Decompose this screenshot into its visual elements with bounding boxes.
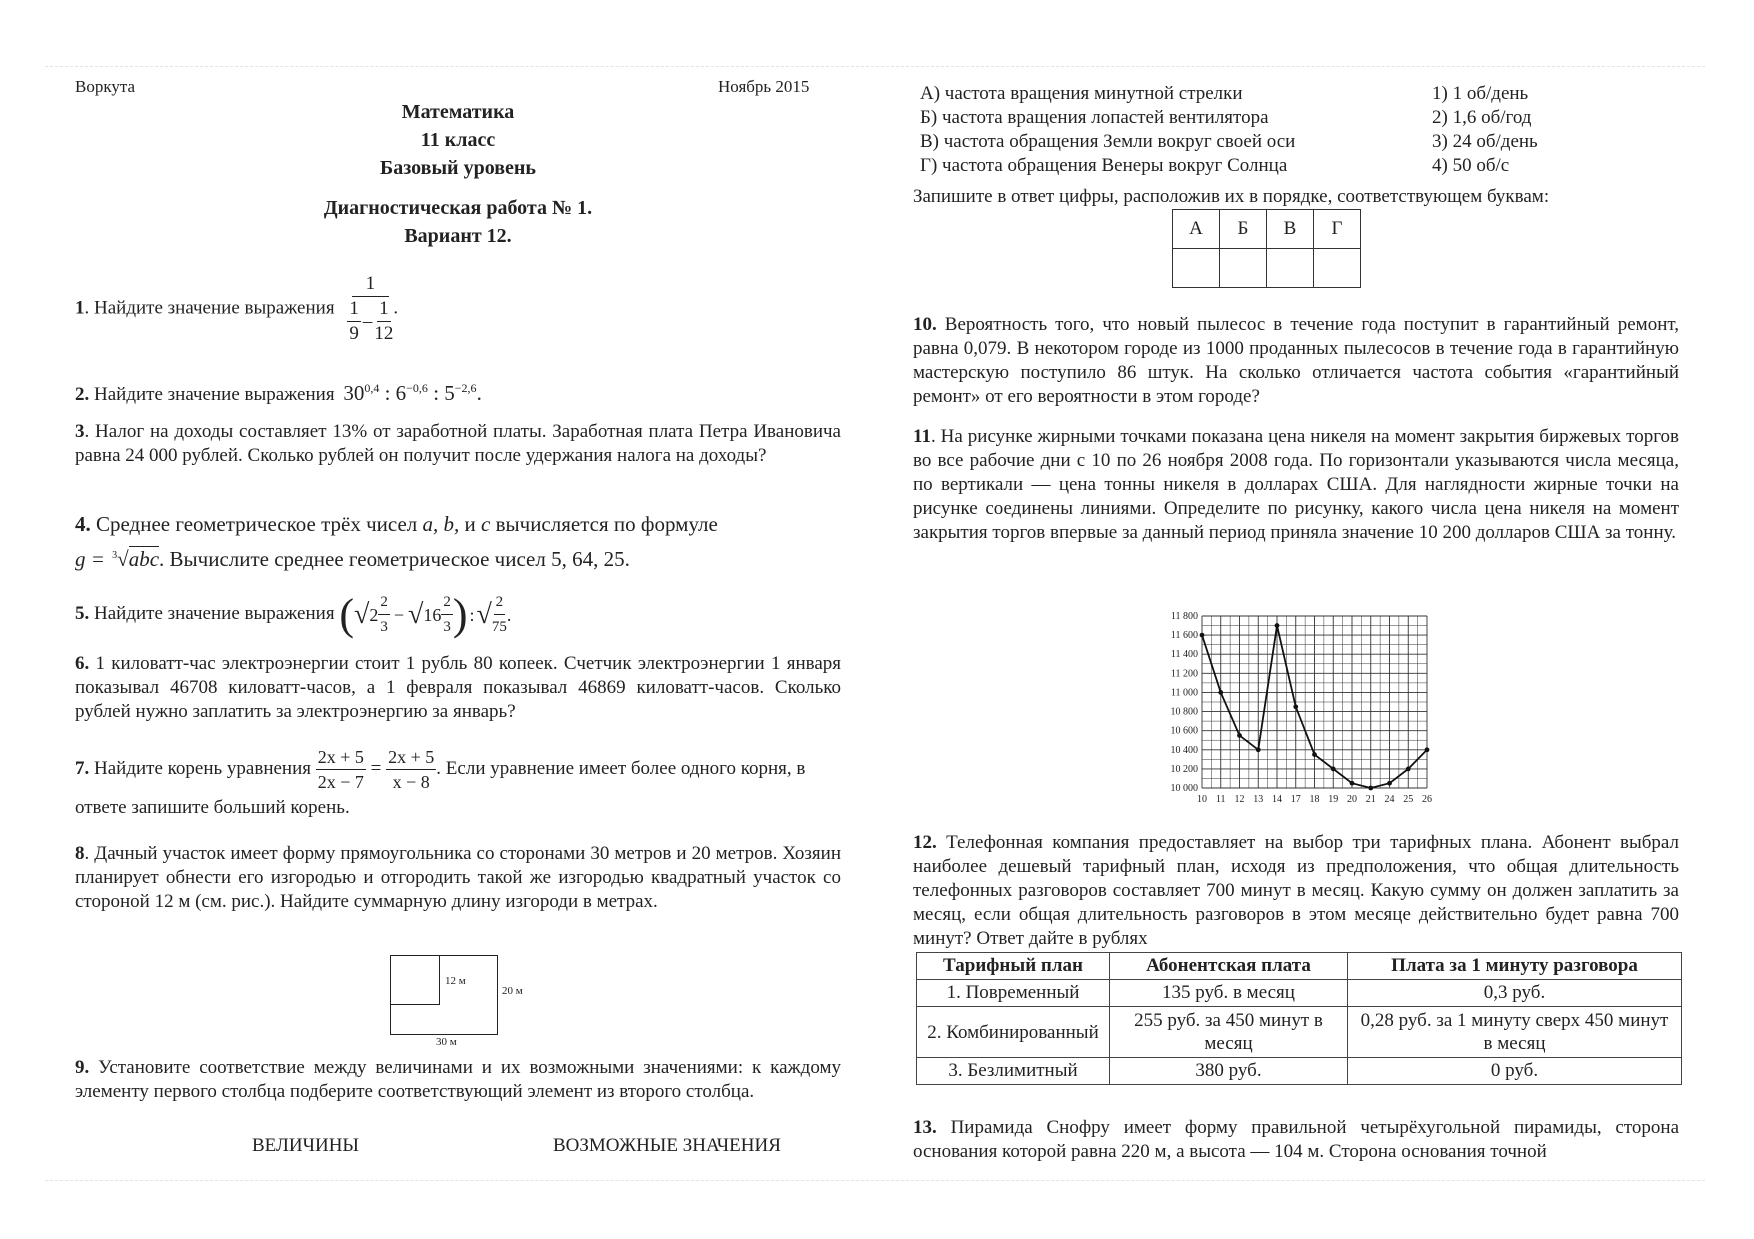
y-tick-label: 10 400 <box>1170 744 1198 756</box>
data-point <box>1425 747 1430 752</box>
task-5 <box>75 590 855 639</box>
x-tick-label: 12 <box>1234 794 1245 805</box>
y-tick-label: 10 600 <box>1170 725 1198 737</box>
x-tick-label: 13 <box>1253 794 1264 805</box>
x-tick-label: 18 <box>1309 794 1320 805</box>
tariff-table <box>916 952 1682 1085</box>
answer-table <box>1172 209 1361 288</box>
answer-letter: В <box>1267 210 1314 249</box>
col-header-quantities: ВЕЛИЧИНЫ <box>252 1135 359 1156</box>
list-item: Б) частота вращения лопастей вентилятора <box>920 107 1269 128</box>
task-13 <box>913 1116 1679 1164</box>
x-tick-label: 17 <box>1290 794 1301 805</box>
frac-a-den: 9 <box>349 323 359 344</box>
task-1-fraction <box>347 272 393 346</box>
title-subject: Математика <box>401 101 515 123</box>
task-text: Вероятность того, что новый пылесос в течение года поступит в гарантийный ремонт, равна 0,079. В некотором городе из 1000 проданных пылесосов в течение года в гарантийную мастерскую поступило 86 штук. На сколько отличается частота события «гарантийный ремонт» от его вероятности в этом городе? <box>913 314 1679 407</box>
task-4-rest: вычисляется по формуле <box>495 512 718 536</box>
task-number: 6. <box>75 653 90 674</box>
y-tick-label: 10 000 <box>1170 783 1198 794</box>
data-point <box>1406 766 1411 771</box>
answer-cell[interactable] <box>1220 249 1267 288</box>
task-text: 1 киловатт-час электроэнергии стоит 1 рубль 80 копеек. Счетчик электроэнергии 1 января показывал 46708 киловатт-часов, а 1 февраля показывал 46869 киловатт-часов. Сколько рублей нужно заплатить за электроэнергию за январь? <box>75 653 841 722</box>
data-point <box>1218 690 1223 695</box>
root-index: 3 <box>112 550 118 561</box>
task-7-rest: . Если уравнение имеет более одного корня, в ответе запишите больший корень. <box>75 757 806 818</box>
x-tick-label: 25 <box>1403 794 1414 805</box>
title-grade: 11 класс <box>420 129 496 151</box>
frac-den: 75 <box>491 619 507 635</box>
y-tick-label: 11 200 <box>1170 668 1198 680</box>
x-tick-label: 19 <box>1328 794 1339 805</box>
expr-exp: −2,6 <box>454 381 477 395</box>
title-block <box>258 98 658 250</box>
task-5-expr: ( √ 2 $\frac{2}{3}$ − √ 16 $\frac{2}{3}$ ) : √ $\frac{2}{75}$ . <box>339 589 512 639</box>
y-tick-label: 11 000 <box>1170 687 1198 699</box>
task-number: 12. <box>913 832 937 853</box>
answer-cell[interactable] <box>1267 249 1314 288</box>
t9-instruction: Запишите в ответ цифры, расположив их в порядке, соответствующем буквам: <box>913 186 1550 207</box>
frac-num: 2x + 5 <box>386 745 436 770</box>
task-1 <box>75 272 845 346</box>
answer-letter: А <box>1173 210 1220 249</box>
root-sign: √ <box>117 547 129 571</box>
square-plot <box>390 955 440 1005</box>
task-number: 8 <box>75 843 85 864</box>
answer-letter: Б <box>1220 210 1267 249</box>
task-number: 9. <box>75 1057 90 1078</box>
table-row <box>917 980 1682 1007</box>
frac-den: 3 <box>443 619 451 635</box>
header-date: Ноябрь 2015 <box>718 77 810 96</box>
formula-g: g = <box>75 547 105 571</box>
page-border-bottom <box>45 1180 1705 1181</box>
y-tick-label: 11 600 <box>1170 630 1198 642</box>
equals-sign: = <box>370 757 382 779</box>
y-tick-label: 10 200 <box>1170 763 1198 775</box>
task-text: Найдите значение выражения <box>94 384 335 405</box>
task-text: . Найдите значение выражения <box>84 297 335 319</box>
table-cell: 0,28 руб. за 1 минуту сверх 450 минут в месяц <box>1348 1007 1682 1058</box>
whole: 16 <box>423 604 442 625</box>
answer-cell[interactable] <box>1173 249 1220 288</box>
answer-letter: Г <box>1314 210 1361 249</box>
expr-exp: 0,4 <box>364 381 380 395</box>
expr-base: 30 <box>343 381 365 405</box>
title-variant: Вариант 12. <box>404 225 512 247</box>
task-10 <box>913 313 1679 409</box>
expr-part: : 5 <box>427 381 455 405</box>
table-header: Плата за 1 минуту разговора <box>1348 953 1682 980</box>
data-point <box>1350 781 1355 786</box>
frac-b-den: 12 <box>374 323 394 344</box>
page-border-top <box>45 66 1705 67</box>
table-cell: 2. Комбинированный <box>917 1007 1110 1058</box>
label-20m: 20 м <box>502 985 523 997</box>
task-number: 2. <box>75 384 90 405</box>
task-number: 4. <box>75 512 91 536</box>
data-point <box>1331 766 1336 771</box>
x-tick-label: 14 <box>1272 794 1282 805</box>
task-4-vars: a, b, <box>422 512 460 536</box>
minus-sign: – <box>362 310 373 332</box>
frac-den: 2x − 7 <box>317 772 364 792</box>
table-cell: 0 руб. <box>1348 1058 1682 1085</box>
answer-cell[interactable] <box>1314 249 1361 288</box>
label-12m: 12 м <box>445 975 466 987</box>
task-number: 13. <box>913 1117 937 1138</box>
task-text: Найдите корень уравнения <box>94 757 312 779</box>
label-30m: 30 м <box>436 1036 457 1048</box>
y-tick-label: 10 800 <box>1170 706 1198 718</box>
task-text: . Налог на доходы составляет 13% от заработной платы. Заработная плата Петра Ивановича равна 24 000 рублей. Сколько рублей он получит после удержания налога на доходы? <box>75 421 841 466</box>
x-tick-label: 24 <box>1384 794 1395 805</box>
task-4-var-c: c <box>481 512 491 536</box>
list-item: 4) 50 об/с <box>1432 155 1510 176</box>
col-header-values: ВОЗМОЖНЫЕ ЗНАЧЕНИЯ <box>553 1135 781 1156</box>
frac-num: 2 <box>378 590 390 615</box>
task-8 <box>75 842 841 914</box>
x-tick-label: 26 <box>1422 794 1432 805</box>
x-tick-label: 11 <box>1215 794 1226 805</box>
list-item: 3) 24 об/день <box>1432 131 1538 152</box>
task-number: 10. <box>913 314 937 335</box>
radicand: abc <box>128 547 160 571</box>
task-number: 3 <box>75 421 85 442</box>
x-tick-label: 20 <box>1347 794 1357 805</box>
task-text: . На рисунке жирными точками показана цена никеля на момент закрытия биржевых торгов во все рабочие дни с 10 по 26 ноября 2008 года. По горизонтали указываются числа месяца, по вертикали — цена тонны никеля в долларах США. Для наглядности жирные точки на рисунке соединены линиями. Определите по рисунку, какого числа цена никеля на момент закрытия торгов впервые за данный период приняла значение 10 200 долларов США за тонну. <box>913 426 1679 543</box>
end-dot: . <box>393 297 399 319</box>
task-2-expr <box>343 381 482 405</box>
task-4-line2: . Вычислите среднее геометрическое чисел 5, 64, 25. <box>159 547 630 571</box>
task-number: 7. <box>75 757 90 779</box>
table-cell: 380 руб. <box>1110 1058 1348 1085</box>
task-number: 5. <box>75 602 90 624</box>
frac-den: x − 8 <box>392 772 430 792</box>
data-point <box>1312 752 1317 757</box>
root-sign: √ <box>408 598 424 630</box>
x-tick-label: 10 <box>1197 794 1207 805</box>
task-2 <box>75 376 845 407</box>
title-level: Базовый уровень <box>380 157 536 179</box>
frac-den <box>347 297 393 346</box>
list-item: 1) 1 об/день <box>1432 83 1529 104</box>
whole: 2 <box>369 604 379 625</box>
list-item: Г) частота обращения Венеры вокруг Солнца <box>920 155 1288 176</box>
task-number: 11 <box>913 426 931 447</box>
list-item: В) частота обращения Земли вокруг своей оси <box>920 131 1296 152</box>
table-header: Абонентская плата <box>1110 953 1348 980</box>
y-tick-label: 11 400 <box>1170 649 1198 661</box>
task-text: Найдите значение выражения <box>94 602 335 624</box>
task-8-figure <box>390 955 540 1050</box>
nickel-price-chart <box>1150 608 1440 808</box>
header-city: Воркута <box>75 77 136 96</box>
y-tick-label: 11 800 <box>1170 611 1198 622</box>
t9-left-list <box>920 82 1295 178</box>
data-point <box>1368 786 1373 791</box>
expr-part: : 6 <box>379 381 407 405</box>
minus-sign: − <box>393 604 404 625</box>
list-item: А) частота вращения минутной стрелки <box>920 83 1243 104</box>
frac-b-num: 1 <box>377 297 391 322</box>
table-header: Тарифный план <box>917 953 1110 980</box>
task-4-and: и <box>464 512 476 536</box>
task-3 <box>75 420 841 468</box>
task-text: Установите соответствие между величинами и их возможными значениями: к каждому элементу первого столбца подберите соответствующий элемент из второго столбца. <box>75 1057 842 1102</box>
title-work: Диагностическая работа № 1. <box>323 197 593 219</box>
list-item: 2) 1,6 об/год <box>1432 107 1532 128</box>
frac-num: 1 <box>352 272 390 297</box>
table-cell: 255 руб. за 450 минут в месяц <box>1110 1007 1348 1058</box>
data-point <box>1387 781 1392 786</box>
table-row <box>917 1058 1682 1085</box>
table-cell: 3. Безлимитный <box>917 1058 1110 1085</box>
expr-exp: −0,6 <box>406 381 428 395</box>
task-6 <box>75 652 841 724</box>
task-4 <box>75 508 855 575</box>
task-11 <box>913 425 1679 545</box>
task-9 <box>75 1056 841 1104</box>
frac-num: 2 <box>494 590 506 615</box>
table-cell: 135 руб. в месяц <box>1110 980 1348 1007</box>
task-text: Среднее геометрическое трёх чисел <box>96 512 418 536</box>
task-text: . Дачный участок имеет форму прямоугольника со сторонами 30 метров и 20 метров. Хозяин планирует обнести его изгородью и отгородить такой же изгородью квадратный участок со стороной 12 м (см. рис.). Найдите суммарную длину изгороди в метрах. <box>75 843 841 912</box>
frac-a-num: 1 <box>347 297 361 322</box>
data-point <box>1256 747 1261 752</box>
frac-den: 3 <box>380 619 388 635</box>
frac-num: 2x + 5 <box>316 745 366 770</box>
task-text: Пирамида Снофру имеет форму правильной четырёхугольной пирамиды, сторона основания которой равна 220 м, а высота — 104 м. Сторона основания точной <box>913 1117 1680 1162</box>
task-12 <box>913 831 1679 951</box>
data-point <box>1237 733 1242 738</box>
root-sign: √ <box>353 598 370 630</box>
data-point <box>1200 633 1205 638</box>
colon: : <box>469 604 475 625</box>
frac-num: 2 <box>441 590 453 615</box>
data-point <box>1293 704 1298 709</box>
data-point <box>1275 623 1280 628</box>
task-7 <box>75 745 841 822</box>
task-number: 1 <box>75 297 85 319</box>
table-row <box>917 1007 1682 1058</box>
end-dot: . <box>506 604 512 625</box>
t9-right-list <box>1432 82 1538 178</box>
end-dot: . <box>476 381 482 405</box>
table-cell: 0,3 руб. <box>1348 980 1682 1007</box>
task-text: Телефонная компания предоставляет на выбор три тарифных плана. Абонент выбрал наиболее дешевый тарифный план, исходя из предположения, что общая длительность телефонных разговоров составляет 700 минут в месяц. Какую сумму он должен заплатить за месяц, если общая длительность разговоров в этом месяце действительно будет равна 700 минут? Ответ дайте в рублях <box>913 832 1680 949</box>
table-header-row <box>917 953 1682 980</box>
root-sign: √ <box>476 598 492 630</box>
table-cell: 1. Повременный <box>917 980 1110 1007</box>
x-tick-label: 21 <box>1365 794 1376 805</box>
